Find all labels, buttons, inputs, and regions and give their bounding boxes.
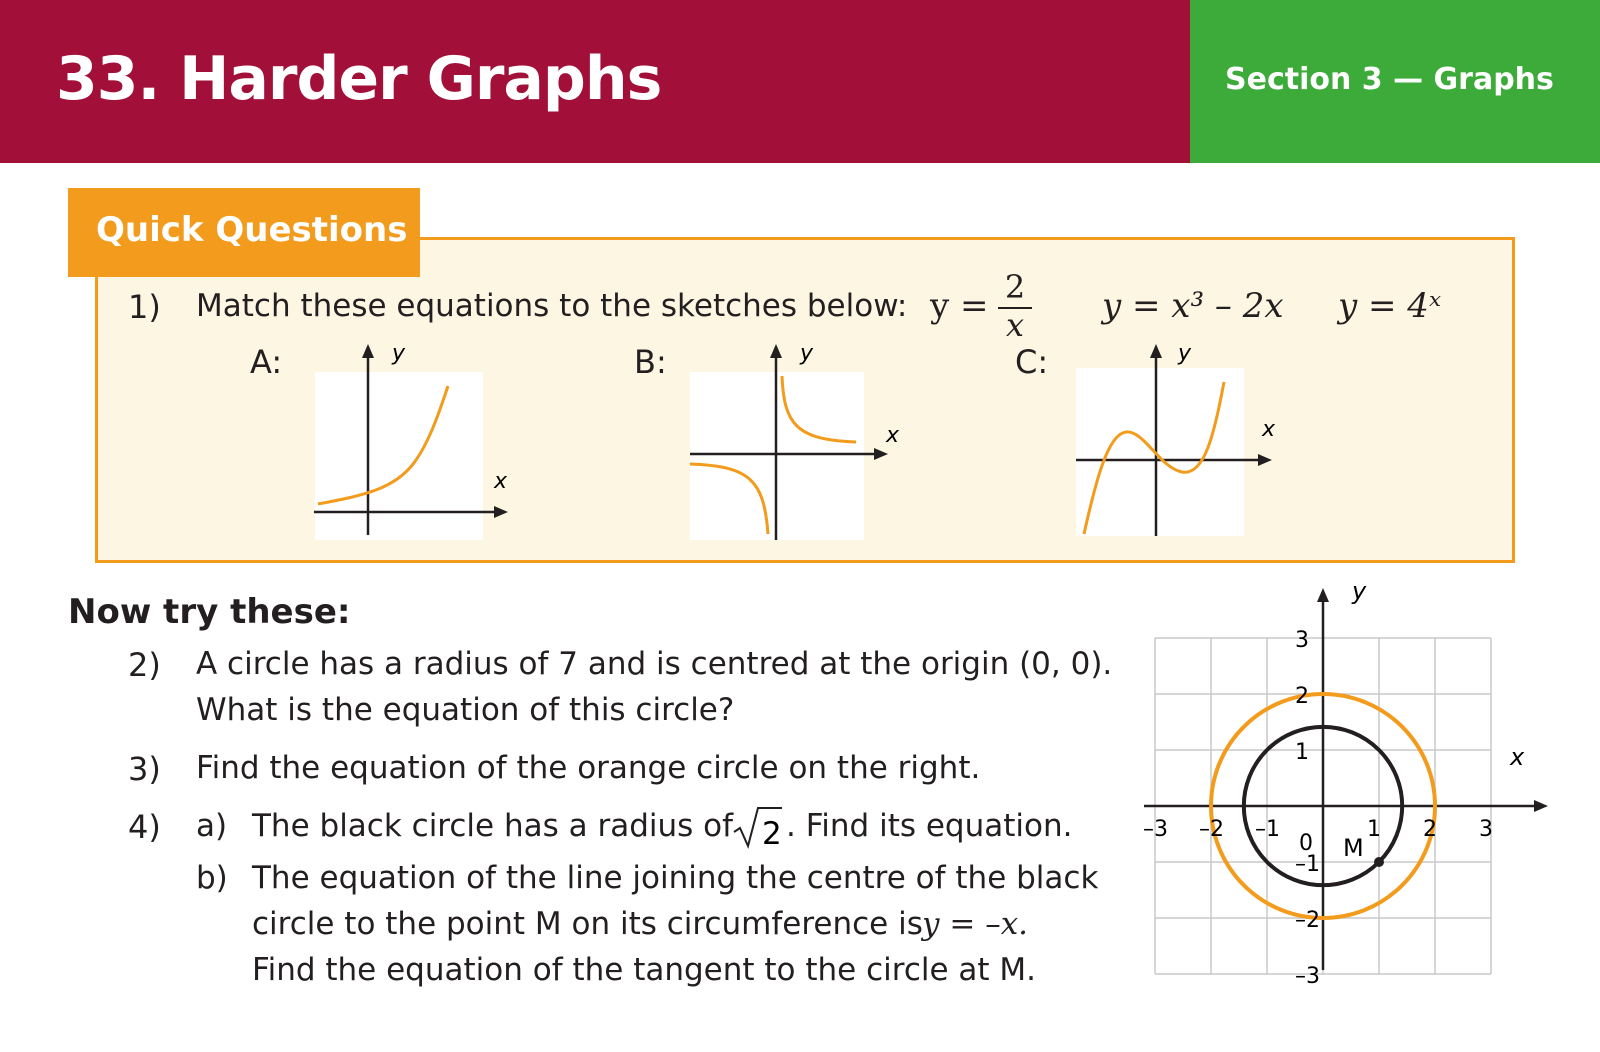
question-number: 2) [128, 646, 161, 684]
y-axis-label: y [1352, 585, 1367, 605]
sketch-a-label: A: [250, 343, 283, 381]
sketch-b [680, 340, 910, 550]
question-text: . Find its equation. [786, 808, 1073, 844]
x-tick-label: 3 [1479, 817, 1493, 842]
sketch-c [1070, 340, 1290, 550]
sketch-a-x-arrow [494, 506, 508, 518]
sketch-c-x-arrow [1258, 454, 1272, 466]
sketch-c-background [1076, 368, 1244, 536]
y-axis-arrow [1317, 588, 1329, 602]
point-m [1374, 857, 1384, 867]
sketch-a-y-label: y [392, 341, 406, 366]
point-m-label: M [1342, 833, 1364, 862]
question-number: 3) [128, 750, 161, 788]
equation-lhs: y = [930, 286, 989, 326]
y-tick-label: 1 [1295, 740, 1309, 765]
y-tick-label: 2 [1295, 684, 1309, 709]
x-tick-label: 1 [1367, 817, 1381, 842]
question-text: A circle has a radius of 7 and is centred at the origin (0, 0). [196, 646, 1113, 682]
section-label: Section 3 — Graphs [1225, 62, 1554, 97]
sketch-b-y-arrow [770, 344, 782, 358]
question-number: 1) [128, 288, 161, 326]
y-tick-label: –1 [1295, 852, 1320, 877]
sketch-b-label: B: [634, 343, 667, 381]
x-tick-label: –1 [1255, 817, 1280, 842]
question-text: circle to the point M on its circumference is [252, 906, 923, 942]
equation-exponential: y = 4ˣ [1338, 286, 1442, 326]
square-root-symbol [732, 804, 784, 850]
x-tick-label: –2 [1199, 817, 1224, 842]
sketch-b-y-label: y [800, 341, 814, 366]
sketch-b-x-arrow [874, 448, 888, 460]
question-number: 4) [128, 808, 161, 846]
question-text: What is the equation of this circle? [196, 692, 735, 728]
x-axis-label: x [1510, 743, 1525, 771]
sketch-b-x-label: x [886, 423, 900, 448]
quick-questions-label: Quick Questions [96, 210, 408, 250]
sketch-a-y-arrow [362, 344, 374, 358]
sketch-c-label: C: [1015, 343, 1049, 381]
sketch-c-y-arrow [1150, 344, 1162, 358]
question-text: Match these equations to the sketches below: [196, 288, 908, 324]
y-tick-label: –2 [1295, 908, 1320, 933]
x-axis-arrow [1534, 800, 1548, 812]
sketch-a-x-label: x [494, 469, 508, 494]
now-try-heading: Now try these: [68, 592, 351, 632]
subquestion-label: a) [196, 808, 228, 844]
x-tick-label: 2 [1423, 817, 1437, 842]
tick-labels [1143, 628, 1493, 989]
subquestion-label: b) [196, 860, 228, 896]
question-text: The black circle has a radius of [252, 808, 734, 844]
sketch-c-x-label: x [1262, 417, 1276, 442]
radicand: 2 [762, 816, 782, 850]
question-math: y = –x. [922, 906, 1029, 942]
sketch-a-background [315, 372, 483, 540]
question-text: The equation of the line joining the centre of the black [252, 860, 1099, 896]
sketch-c-y-label: y [1178, 341, 1192, 366]
fraction-numerator: 2 [1004, 268, 1026, 306]
y-tick-label: –3 [1295, 964, 1320, 989]
equation-cubic: y = x³ – 2x [1102, 286, 1284, 326]
sketch-a [300, 340, 520, 550]
x-tick-label: –3 [1143, 817, 1168, 842]
question-text: Find the equation of the tangent to the circle at M. [252, 952, 1037, 988]
fraction-denominator: x [1005, 306, 1025, 344]
origin-label: 0 [1299, 831, 1313, 856]
question-text: Find the equation of the orange circle on the right. [196, 750, 981, 786]
page-title: 33. Harder Graphs [56, 44, 662, 114]
y-tick-label: 3 [1295, 628, 1309, 653]
circle-graph [1130, 585, 1550, 995]
